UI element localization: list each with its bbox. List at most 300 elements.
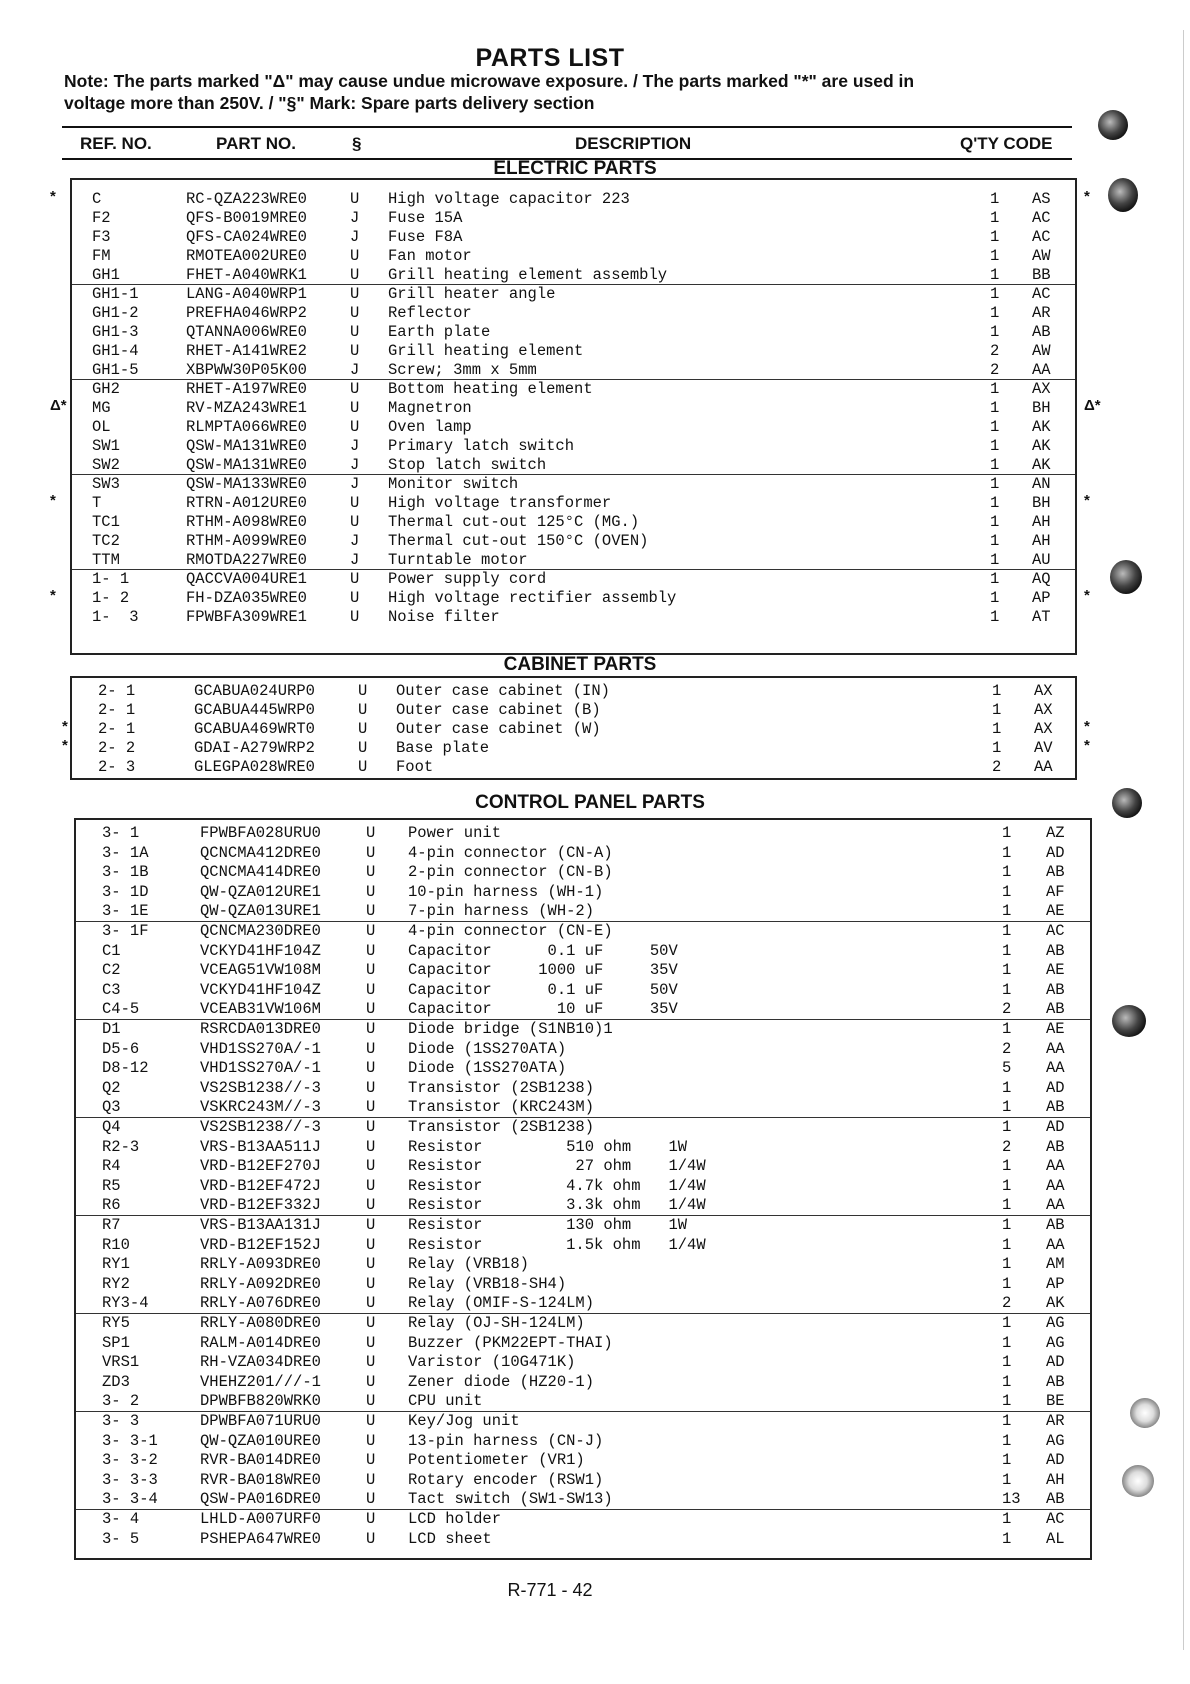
ref-cell: TTM [92,551,120,569]
table-row [72,701,1075,720]
code-cell: AW [1032,247,1051,265]
description-cell: 4-pin connector (CN-E) [408,922,613,940]
spare-mark-cell: U [350,342,360,360]
part-no-cell: RHET-A197WRE0 [186,380,307,398]
code-cell: AB [1032,323,1051,341]
part-no-cell: QW-QZA013URE1 [200,902,321,921]
ref-cell: 3- 3-3 [102,1470,158,1489]
part-no-cell: LHLD-A007URF0 [200,1510,321,1528]
ref-cell: GH1 [92,266,120,284]
spare-mark-cell: U [366,1353,376,1372]
code-cell: AB [1046,863,1065,882]
part-no-cell: VRD-B12EF332J [200,1196,321,1215]
ref-cell: C4-5 [102,1000,140,1019]
left-marker: * [62,718,68,735]
table-row [72,361,1075,380]
table-row [76,1059,1090,1078]
spare-mark-cell: U [366,1235,376,1254]
table-row [76,1510,1090,1529]
code-cell: AL [1046,1529,1065,1548]
code-cell: AR [1046,1412,1065,1430]
qty-cell: 2 [990,342,1000,360]
qty-cell: 1 [1002,1412,1012,1430]
ref-cell: D5-6 [102,1039,140,1058]
table-row [76,1255,1090,1274]
table-row [76,1530,1090,1549]
part-no-cell: XBPWW30P05K00 [186,361,307,379]
table-row [72,608,1075,627]
part-no-cell: RVR-BA018WRE0 [200,1470,321,1489]
code-cell: AA [1046,1039,1065,1058]
qty-cell: 1 [992,701,1002,719]
right-marker: * [1084,492,1090,509]
ref-cell: SW1 [92,437,120,455]
table-row [76,1236,1090,1255]
ref-cell: SW2 [92,456,120,474]
page-number: R-771 - 42 [507,1580,593,1600]
code-cell: AF [1046,882,1065,901]
table-row [76,981,1090,1000]
table-row [72,418,1075,437]
qty-cell: 1 [1002,1216,1012,1234]
table-row [76,902,1090,921]
table-row [72,570,1075,589]
description-cell: Reflector [388,304,472,322]
binder-hole-icon [1108,178,1138,212]
ref-cell: Q2 [102,1078,121,1097]
qty-cell: 1 [1002,1529,1012,1548]
binder-hole-icon [1110,560,1142,594]
table-row [72,399,1075,418]
table-row [76,863,1090,882]
description-cell: Capacitor 1000 uF 35V [408,961,678,980]
description-cell: Base plate [396,739,490,757]
qty-cell: 1 [1002,843,1012,862]
code-cell: AT [1032,608,1051,626]
part-no-cell: RTRN-A012URE0 [186,494,307,512]
qty-cell: 1 [1002,1392,1012,1411]
spare-mark-cell: U [366,1059,376,1078]
qty-cell: 1 [1002,1353,1012,1372]
note-line-1: Note: The parts marked "Δ" may cause undue microwave exposure. / The parts marked "*" are used in [64,71,915,91]
spare-mark-cell: U [366,1333,376,1352]
right-marker: * [1084,718,1090,735]
ref-cell: Q4 [102,1118,121,1136]
table-row [76,883,1090,902]
qty-cell: 1 [1002,980,1012,999]
spare-mark-cell: U [358,701,368,719]
spare-mark-cell: U [350,608,360,626]
table-row [72,190,1075,209]
code-cell: AW [1032,342,1051,360]
qty-cell: 1 [992,682,1002,700]
description-cell: Capacitor 0.1 uF 50V [408,941,678,960]
qty-cell: 1 [1002,1196,1012,1215]
spare-mark-cell: J [350,456,360,474]
code-cell: AP [1046,1274,1065,1293]
description-cell: Buzzer (PKM22EPT-THAI) [408,1333,613,1352]
ref-cell: T [92,494,102,512]
description-cell: Resistor 510 ohm 1W [408,1137,688,1156]
qty-cell: 1 [990,589,1000,607]
ref-cell: TC2 [92,532,120,550]
table-row [72,380,1075,399]
spare-mark-cell: J [350,209,360,227]
spare-mark-cell: U [350,513,360,531]
part-no-cell: VHD1SS270A/-1 [200,1039,321,1058]
code-cell: AX [1034,701,1053,719]
left-marker: * [50,188,56,205]
spare-mark-cell: U [366,1216,376,1234]
spare-mark-cell: U [366,961,376,980]
code-cell: AC [1032,228,1051,246]
qty-cell: 2 [1002,1039,1012,1058]
ref-cell: RY2 [102,1274,130,1293]
description-cell: Relay (OMIF-S-124LM) [408,1294,595,1313]
description-cell: Diode (1SS270ATA) [408,1039,567,1058]
binder-hole-icon [1130,1398,1160,1428]
spare-mark-cell: U [366,1490,376,1509]
part-no-cell: QCNCMA414DRE0 [200,863,321,882]
part-no-cell: RRLY-A076DRE0 [200,1294,321,1313]
description-cell: Resistor 130 ohm 1W [408,1216,688,1234]
right-marker: * [1084,737,1090,754]
qty-cell: 1 [1002,1255,1012,1274]
part-no-cell: VRS-B13AA511J [200,1137,321,1156]
qty-cell: 1 [1002,1333,1012,1352]
part-no-cell: PREFHA046WRP2 [186,304,307,322]
spare-mark-cell: U [366,843,376,862]
description-cell: 10-pin harness (WH-1) [408,882,604,901]
spare-mark-cell: U [366,922,376,940]
code-cell: AA [1046,1157,1065,1176]
description-cell: Transistor (KRC243M) [408,1098,595,1117]
code-cell: AX [1032,380,1051,398]
part-no-cell: RMOTDA227WRE0 [186,551,307,569]
table-row [72,304,1075,323]
part-no-cell: RHET-A141WRE2 [186,342,307,360]
spare-mark-cell: U [350,380,360,398]
qty-cell: 1 [1002,824,1012,842]
qty-cell: 5 [1002,1059,1012,1078]
table-row [76,1294,1090,1313]
code-cell: AU [1032,551,1051,569]
spare-mark-cell: U [366,1196,376,1215]
description-cell: Fan motor [388,247,472,265]
note-text [64,70,1064,114]
description-cell: Potentiometer (VR1) [408,1451,585,1470]
code-cell: AN [1032,475,1051,493]
ref-cell: R2-3 [102,1137,140,1156]
qty-cell: 1 [1002,1510,1012,1528]
part-no-cell: VSKRC243M//-3 [200,1098,321,1117]
code-cell: AD [1046,1353,1065,1372]
ref-cell: 3- 1B [102,863,149,882]
section-control-title: CONTROL PANEL PARTS [475,792,705,813]
code-cell: AD [1046,1118,1065,1136]
qty-cell: 1 [990,437,1000,455]
part-no-cell: GDAI-A279WRP2 [194,739,315,757]
cabinet-parts-table [70,676,1077,780]
code-cell: AA [1034,758,1053,776]
code-cell: AS [1032,190,1051,208]
qty-cell: 1 [990,456,1000,474]
description-cell: Bottom heating element [388,380,593,398]
qty-cell: 1 [990,266,1000,284]
table-row [76,1392,1090,1411]
spare-mark-cell: U [366,1392,376,1411]
col-part: PART NO. [216,134,296,153]
description-cell: Key/Jog unit [408,1412,520,1430]
part-no-cell: RH-VZA034DRE0 [200,1353,321,1372]
code-cell: AK [1046,1294,1065,1313]
qty-cell: 1 [990,532,1000,550]
code-cell: AC [1046,922,1065,940]
ref-cell: 2- 2 [98,739,136,757]
section-electric-title: ELECTRIC PARTS [493,158,657,179]
code-cell: AA [1046,1235,1065,1254]
col-ref: REF. NO. [80,134,152,153]
qty-cell: 1 [990,570,1000,588]
part-no-cell: VRD-B12EF270J [200,1157,321,1176]
spare-mark-cell: U [366,1157,376,1176]
code-cell: AP [1032,589,1051,607]
qty-cell: 1 [990,228,1000,246]
part-no-cell: GLEGPA028WRE0 [194,758,315,776]
spare-mark-cell: U [366,1314,376,1332]
part-no-cell: QSW-MA131WRE0 [186,437,307,455]
code-cell: AE [1046,961,1065,980]
code-cell: AQ [1032,570,1051,588]
table-row [72,342,1075,361]
description-cell: LCD holder [408,1510,502,1528]
code-cell: AA [1046,1176,1065,1195]
qty-cell: 1 [990,190,1000,208]
ref-cell: 2- 3 [98,758,136,776]
ref-cell: RY5 [102,1314,130,1332]
code-cell: AM [1046,1255,1065,1274]
qty-cell: 1 [1002,1451,1012,1470]
electric-parts-table [70,178,1077,655]
description-cell: 13-pin harness (CN-J) [408,1431,604,1450]
table-row [72,758,1075,777]
description-cell: Tact switch (SW1-SW13) [408,1490,613,1509]
description-cell: Rotary encoder (RSW1) [408,1470,604,1489]
table-row [76,1412,1090,1431]
qty-cell: 1 [1002,1274,1012,1293]
table-row [72,513,1075,532]
qty-cell: 2 [990,361,1000,379]
table-row [72,475,1075,494]
part-no-cell: RC-QZA223WRE0 [186,190,307,208]
spare-mark-cell: U [366,1000,376,1019]
description-cell: Earth plate [388,323,491,341]
description-cell: Zener diode (HZ20-1) [408,1372,595,1391]
spare-mark-cell: J [350,228,360,246]
qty-cell: 1 [1002,922,1012,940]
spare-mark-cell: U [366,941,376,960]
table-row [76,1177,1090,1196]
spare-mark-cell: U [350,399,360,417]
code-cell: AH [1032,513,1051,531]
ref-cell: GH1-3 [92,323,139,341]
table-row [76,1451,1090,1470]
ref-cell: 3- 3-1 [102,1431,158,1450]
spare-mark-cell: U [358,720,368,738]
ref-cell: ZD3 [102,1372,130,1391]
code-cell: BE [1046,1392,1065,1411]
code-cell: AG [1046,1333,1065,1352]
table-row [72,720,1075,739]
description-cell: Resistor 4.7k ohm 1/4W [408,1176,706,1195]
ref-cell: 2- 1 [98,720,136,738]
qty-cell: 1 [990,608,1000,626]
part-no-cell: FH-DZA035WRE0 [186,589,307,607]
spare-mark-cell: U [350,323,360,341]
table-row [72,551,1075,570]
description-cell: Magnetron [388,399,472,417]
qty-cell: 2 [1002,1137,1012,1156]
qty-cell: 1 [1002,902,1012,921]
description-cell: Outer case cabinet (IN) [396,682,610,700]
code-cell: AZ [1046,824,1065,842]
binder-hole-icon [1122,1465,1154,1497]
part-no-cell: PSHEPA647WRE0 [200,1529,321,1548]
description-cell: Diode bridge (S1NB10)1 [408,1020,613,1038]
part-no-cell: QFS-B0019MRE0 [186,209,307,227]
table-row [72,285,1075,304]
part-no-cell: VCKYD41HF104Z [200,980,321,999]
part-no-cell: FPWBFA028URU0 [200,824,321,842]
spare-mark-cell: U [366,1020,376,1038]
part-no-cell: RTHM-A099WRE0 [186,532,307,550]
qty-cell: 1 [990,513,1000,531]
qty-cell: 1 [990,285,1000,303]
description-cell: 4-pin connector (CN-A) [408,843,613,862]
note-line-2: voltage more than 250V. / "§" Mark: Spare parts delivery section [64,93,595,113]
part-no-cell: DPWBFB820WRK0 [200,1392,321,1411]
spare-mark-cell: U [366,1372,376,1391]
code-cell: AG [1046,1431,1065,1450]
ref-cell: RY3-4 [102,1294,149,1313]
description-cell: Diode (1SS270ATA) [408,1059,567,1078]
code-cell: AA [1046,1059,1065,1078]
table-row [76,1353,1090,1372]
qty-cell: 2 [992,758,1002,776]
spare-mark-cell: J [350,475,360,493]
table-row [76,1314,1090,1333]
description-cell: Grill heating element assembly [388,266,668,284]
code-cell: BH [1032,399,1051,417]
spare-mark-cell: U [350,285,360,303]
page-title: PARTS LIST [475,44,625,72]
qty-cell: 1 [1002,1372,1012,1391]
left-marker: * [50,587,56,604]
description-cell: Relay (VRB18) [408,1255,529,1274]
spare-mark-cell: U [366,1451,376,1470]
ref-cell: GH1-5 [92,361,139,379]
description-cell: Power supply cord [388,570,547,588]
ref-cell: GH1-1 [92,285,139,303]
ref-cell: F3 [92,228,111,246]
table-row [72,682,1075,701]
code-cell: AB [1046,941,1065,960]
description-cell: Fuse F8A [388,228,463,246]
ref-cell: SW3 [92,475,120,493]
binder-hole-icon [1112,788,1142,818]
right-marker: * [1084,587,1090,604]
description-cell: Grill heater angle [388,285,556,303]
code-cell: BB [1032,266,1051,284]
ref-cell: 2- 1 [98,701,136,719]
ref-cell: 3- 3-2 [102,1451,158,1470]
table-row [72,456,1075,475]
qty-cell: 1 [1002,1078,1012,1097]
part-no-cell: QFS-CA024WRE0 [186,228,307,246]
code-cell: AX [1034,682,1053,700]
qty-cell: 1 [1002,941,1012,960]
part-no-cell: QSW-MA131WRE0 [186,456,307,474]
ref-cell: GH1-2 [92,304,139,322]
ref-cell: 3- 1A [102,843,149,862]
part-no-cell: VCKYD41HF104Z [200,941,321,960]
ref-cell: C [92,190,102,208]
control-panel-parts-table [74,818,1092,1560]
description-cell: Resistor 3.3k ohm 1/4W [408,1196,706,1215]
page-edge-line [1183,30,1184,1650]
description-cell: Stop latch switch [388,456,547,474]
table-row [72,247,1075,266]
qty-cell: 2 [1002,1000,1012,1019]
part-no-cell: QW-QZA012URE1 [200,882,321,901]
spare-mark-cell: U [350,494,360,512]
ref-cell: 1- 2 [92,589,130,607]
ref-cell: 3- 1 [102,824,140,842]
ref-cell: 3- 3-4 [102,1490,158,1509]
table-row [76,1020,1090,1039]
qty-cell: 1 [992,739,1002,757]
description-cell: Thermal cut-out 125°C (MG.) [388,513,640,531]
part-no-cell: FHET-A040WRK1 [186,266,307,284]
part-no-cell: VHD1SS270A/-1 [200,1059,321,1078]
spare-mark-cell: J [350,437,360,455]
qty-cell: 1 [990,475,1000,493]
spare-mark-cell: J [350,551,360,569]
spare-mark-cell: U [350,589,360,607]
spare-mark-cell: J [350,532,360,550]
table-row [76,1000,1090,1019]
part-no-cell: QSW-MA133WRE0 [186,475,307,493]
ref-cell: C3 [102,980,121,999]
spare-mark-cell: U [366,1529,376,1548]
description-cell: Outer case cabinet (B) [396,701,601,719]
table-row [72,266,1075,285]
description-cell: Outer case cabinet (W) [396,720,601,738]
table-row [76,922,1090,941]
table-row [72,323,1075,342]
spare-mark-cell: U [366,1098,376,1117]
spare-mark-cell: U [366,1255,376,1274]
spare-mark-cell: U [350,266,360,284]
part-no-cell: VS2SB1238//-3 [200,1118,321,1136]
spare-mark-cell: U [358,758,368,776]
qty-cell: 1 [992,720,1002,738]
qty-cell: 1 [1002,1314,1012,1332]
spare-mark-cell: U [350,570,360,588]
table-row [72,437,1075,456]
binder-hole-icon [1112,1005,1146,1037]
code-cell: AK [1032,437,1051,455]
